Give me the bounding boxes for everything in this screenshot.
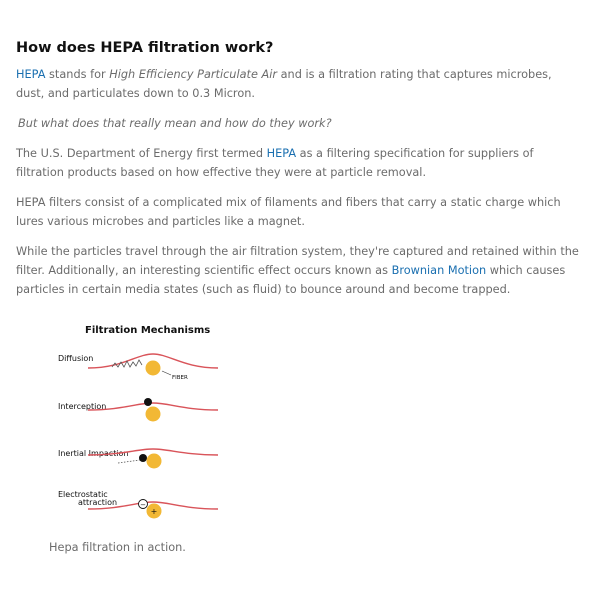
- brownian-motion-link[interactable]: Brownian Motion: [391, 264, 487, 277]
- p3-text-b: as a filtering specification for suppliers of filtration products based on how effective they were at particle removal.: [16, 147, 534, 179]
- minus-sign: −: [140, 501, 146, 509]
- paragraph-question: [18, 114, 584, 133]
- label-electrostatic-2: attraction: [78, 498, 118, 507]
- p3-text-a: The U.S. Department of Energy first termed: [16, 147, 267, 160]
- paragraph-hepa-definition: [16, 65, 582, 103]
- hepa-link-2[interactable]: HEPA: [266, 147, 297, 160]
- p5-text-b: which causes particles in certain media states (such as fluid) to bounce around and become trapped.: [16, 264, 566, 296]
- fiber-label: FIBER: [172, 375, 188, 381]
- p1-emphasis: High Efficiency Particulate Air: [109, 68, 278, 81]
- p5-text-a: While the particles travel through the air filtration system, they're captured and retained within the filter. Additionally, an interesting scientific effect occurs known as: [16, 245, 579, 277]
- diffusion-path: [112, 360, 142, 367]
- p1-text-b: and is a filtration rating that captures microbes, dust, and particulates down to 0.3 Micron.: [16, 68, 552, 100]
- label-interception: Interception: [58, 402, 107, 411]
- figure-title: Filtration Mechanisms: [85, 325, 211, 336]
- label-diffusion: Diffusion: [58, 354, 94, 363]
- dust-particle-interception: [144, 398, 152, 406]
- p1-text-a: stands for: [45, 68, 110, 81]
- article-heading: How does HEPA filtration work?: [16, 40, 274, 56]
- hepa-link[interactable]: HEPA: [16, 68, 46, 81]
- particle-diffusion: [146, 361, 161, 376]
- dust-particle-impaction: [139, 454, 147, 462]
- figure-caption: Hepa filtration in action.: [49, 541, 186, 554]
- label-inertial-impaction: Inertial Impaction: [58, 449, 129, 458]
- question-text: But what does that really mean and how do they work?: [18, 117, 332, 130]
- label-electrostatic-1: Electrostatic: [58, 490, 108, 499]
- paragraph-brownian: [16, 242, 582, 299]
- particle-interception: [146, 407, 161, 422]
- filtration-diagram: [52, 318, 252, 528]
- paragraph-doe: [16, 144, 582, 182]
- fiber-pointer: [162, 371, 171, 375]
- impaction-trajectory: [118, 460, 140, 463]
- particle-impaction: [147, 454, 162, 469]
- paragraph-filters: HEPA filters consist of a complicated mix of filaments and fibers that carry a static charge which lures various microbes and particles like a magnet.: [16, 196, 561, 228]
- filtration-mechanisms-figure: [52, 318, 252, 528]
- plus-sign: +: [150, 507, 158, 516]
